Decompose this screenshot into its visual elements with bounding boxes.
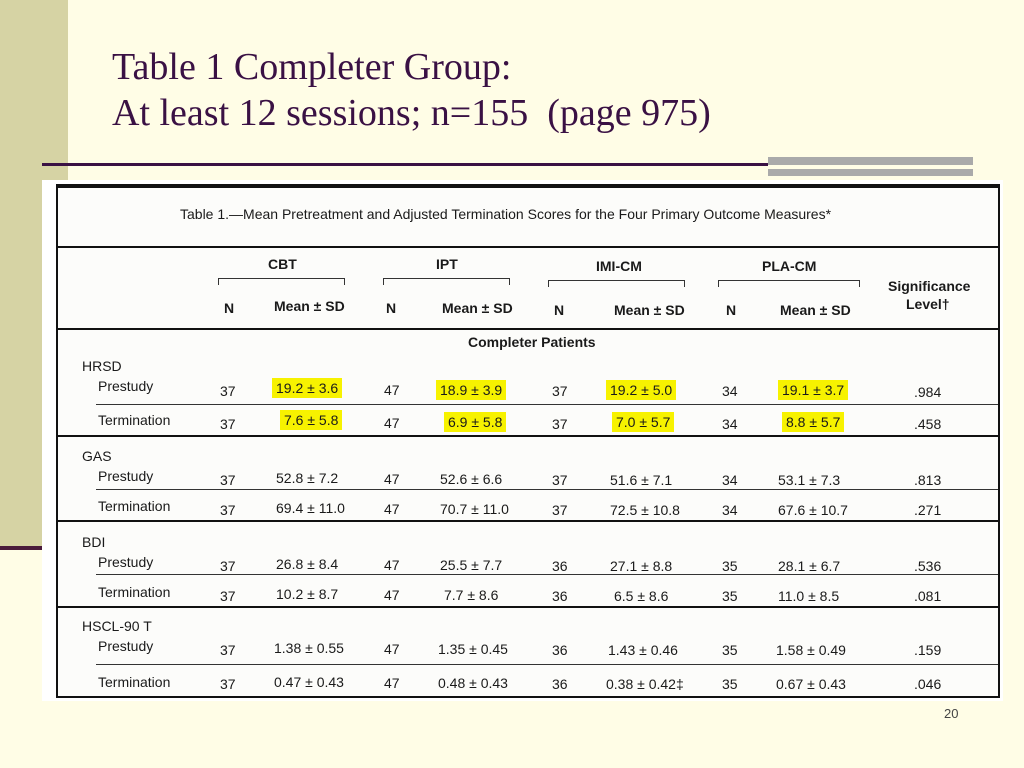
row-label: Prestudy: [98, 638, 154, 654]
cell-mean: 0.47 ± 0.43: [274, 674, 344, 690]
group-header-imi-cm: IMI-CM: [596, 258, 642, 274]
cell-mean: 67.6 ± 10.7: [778, 502, 848, 518]
table-rule: [58, 520, 998, 522]
cell-mean: 7.7 ± 8.6: [444, 587, 499, 603]
slide-title: [112, 44, 972, 136]
cell-n: 37: [552, 416, 568, 432]
cell-mean-highlighted: 7.0 ± 5.7: [612, 412, 674, 432]
table-rule: [58, 435, 998, 437]
cell-significance: .458: [914, 416, 942, 432]
cell-n: 47: [384, 557, 400, 573]
cell-n: 47: [384, 415, 400, 431]
cell-mean: 72.5 ± 10.8: [610, 502, 680, 518]
cell-n: 37: [220, 383, 236, 399]
cell-mean: 6.5 ± 8.6: [614, 588, 669, 604]
cell-mean: 52.6 ± 6.6: [440, 471, 503, 487]
title-underline: [42, 163, 768, 166]
scanned-table: [56, 184, 1000, 698]
row-label: Termination: [98, 498, 171, 514]
cell-mean-highlighted: 19.2 ± 3.6: [272, 378, 342, 398]
cell-mean-highlighted: 19.2 ± 5.0: [606, 380, 676, 400]
cell-n: 37: [552, 502, 568, 518]
group-header-pla-cm: PLA-CM: [762, 258, 817, 274]
cell-n: 47: [384, 382, 400, 398]
group-header-cbt: CBT: [268, 256, 297, 272]
left-accent-line: [0, 546, 44, 550]
group-header-ipt: IPT: [436, 256, 458, 272]
col-header-pla-mean: Mean ± SD: [780, 302, 851, 318]
cell-mean: 0.48 ± 0.43: [438, 675, 508, 691]
col-header-significance: Significance: [888, 278, 971, 294]
col-header-ipt-n: N: [386, 300, 397, 316]
cell-n: 37: [220, 642, 236, 658]
cell-n: 34: [722, 502, 738, 518]
cell-n: 35: [722, 676, 738, 692]
decorative-grey-bars: [768, 157, 973, 179]
col-header-cbt-mean: Mean ± SD: [274, 298, 345, 314]
cell-n: 37: [220, 502, 236, 518]
cell-n: 35: [722, 642, 738, 658]
cell-n: 37: [220, 416, 236, 432]
cell-n: 36: [552, 676, 568, 692]
cell-mean: 10.2 ± 8.7: [276, 586, 339, 602]
group-bracket: [548, 280, 685, 287]
cell-mean: 28.1 ± 6.7: [778, 558, 841, 574]
cell-n: 34: [722, 383, 738, 399]
table-rule: [58, 328, 998, 330]
measure-name: HSCL-90 T: [82, 618, 152, 634]
table-rule: [58, 186, 998, 188]
cell-n: 47: [384, 675, 400, 691]
cell-mean: 1.35 ± 0.45: [438, 641, 508, 657]
cell-mean: 0.67 ± 0.43: [776, 676, 846, 692]
col-header-imi-n: N: [554, 302, 565, 318]
cell-mean: 1.43 ± 0.46: [608, 642, 678, 658]
scanned-table-image: [42, 180, 1003, 701]
row-label: Prestudy: [98, 554, 154, 570]
cell-n: 34: [722, 472, 738, 488]
cell-mean: 51.6 ± 7.1: [610, 472, 673, 488]
row-label: Prestudy: [98, 378, 154, 394]
slide-title-line-2: At least 12 sessions; n=155 (page 975): [112, 92, 711, 134]
cell-n: 36: [552, 558, 568, 574]
cell-mean: 70.7 ± 11.0: [440, 501, 509, 517]
table-rule: [58, 246, 998, 248]
table-rule: [96, 574, 998, 575]
col-header-cbt-n: N: [224, 300, 235, 316]
cell-mean-highlighted: 19.1 ± 3.7: [778, 380, 848, 400]
cell-mean-highlighted: 7.6 ± 5.8: [280, 410, 342, 430]
cell-significance: .159: [914, 642, 942, 658]
cell-mean: 26.8 ± 8.4: [276, 556, 339, 572]
table-rule: [96, 664, 998, 665]
col-header-ipt-mean: Mean ± SD: [442, 300, 513, 316]
cell-mean: 53.1 ± 7.3: [778, 472, 841, 488]
cell-n: 47: [384, 641, 400, 657]
cell-n: 35: [722, 558, 738, 574]
group-bracket: [383, 278, 510, 285]
cell-significance: .813: [914, 472, 942, 488]
table-rule: [96, 489, 998, 490]
group-bracket: [218, 278, 345, 285]
measure-name: GAS: [82, 448, 112, 464]
cell-n: 47: [384, 501, 400, 517]
cell-significance: .046: [914, 676, 942, 692]
row-label: Termination: [98, 584, 171, 600]
measure-name: HRSD: [82, 358, 122, 374]
cell-mean-highlighted: 8.8 ± 5.7: [782, 412, 844, 432]
row-label: Termination: [98, 412, 171, 428]
section-label: Completer Patients: [468, 334, 596, 350]
col-header-pla-n: N: [726, 302, 737, 318]
group-bracket: [718, 280, 860, 287]
cell-n: 37: [552, 472, 568, 488]
table-rule: [58, 606, 998, 608]
cell-n: 37: [220, 558, 236, 574]
cell-n: 37: [552, 383, 568, 399]
cell-mean: 52.8 ± 7.2: [276, 470, 339, 486]
cell-n: 34: [722, 416, 738, 432]
cell-n: 47: [384, 471, 400, 487]
row-label: Termination: [98, 674, 171, 690]
cell-n: 47: [384, 587, 400, 603]
cell-mean: 0.38 ± 0.42‡: [606, 676, 684, 692]
cell-mean: 1.58 ± 0.49: [776, 642, 846, 658]
cell-mean: 69.4 ± 11.0: [276, 500, 345, 516]
cell-significance: .081: [914, 588, 942, 604]
col-header-significance-level: Level†: [906, 296, 950, 312]
slide-title-line-1: Table 1 Completer Group:: [112, 46, 512, 88]
cell-n: 37: [220, 472, 236, 488]
cell-mean-highlighted: 6.9 ± 5.8: [444, 412, 506, 432]
cell-mean: 11.0 ± 8.5: [778, 588, 840, 604]
cell-mean: 1.38 ± 0.55: [274, 640, 344, 656]
cell-n: 37: [220, 676, 236, 692]
page-number: 20: [944, 706, 959, 721]
cell-mean: 25.5 ± 7.7: [440, 557, 503, 573]
cell-mean: 27.1 ± 8.8: [610, 558, 673, 574]
col-header-imi-mean: Mean ± SD: [614, 302, 685, 318]
cell-n: 37: [220, 588, 236, 604]
cell-mean-highlighted: 18.9 ± 3.9: [436, 380, 506, 400]
cell-n: 36: [552, 642, 568, 658]
cell-n: 36: [552, 588, 568, 604]
row-label: Prestudy: [98, 468, 154, 484]
cell-significance: .984: [914, 384, 942, 400]
cell-significance: .536: [914, 558, 942, 574]
measure-name: BDI: [82, 534, 106, 550]
table-rule: [96, 404, 998, 405]
cell-n: 35: [722, 588, 738, 604]
table-caption: Table 1.—Mean Pretreatment and Adjusted Termination Scores for the Four Primary Outcome Measures*: [180, 206, 832, 222]
cell-significance: .271: [914, 502, 942, 518]
